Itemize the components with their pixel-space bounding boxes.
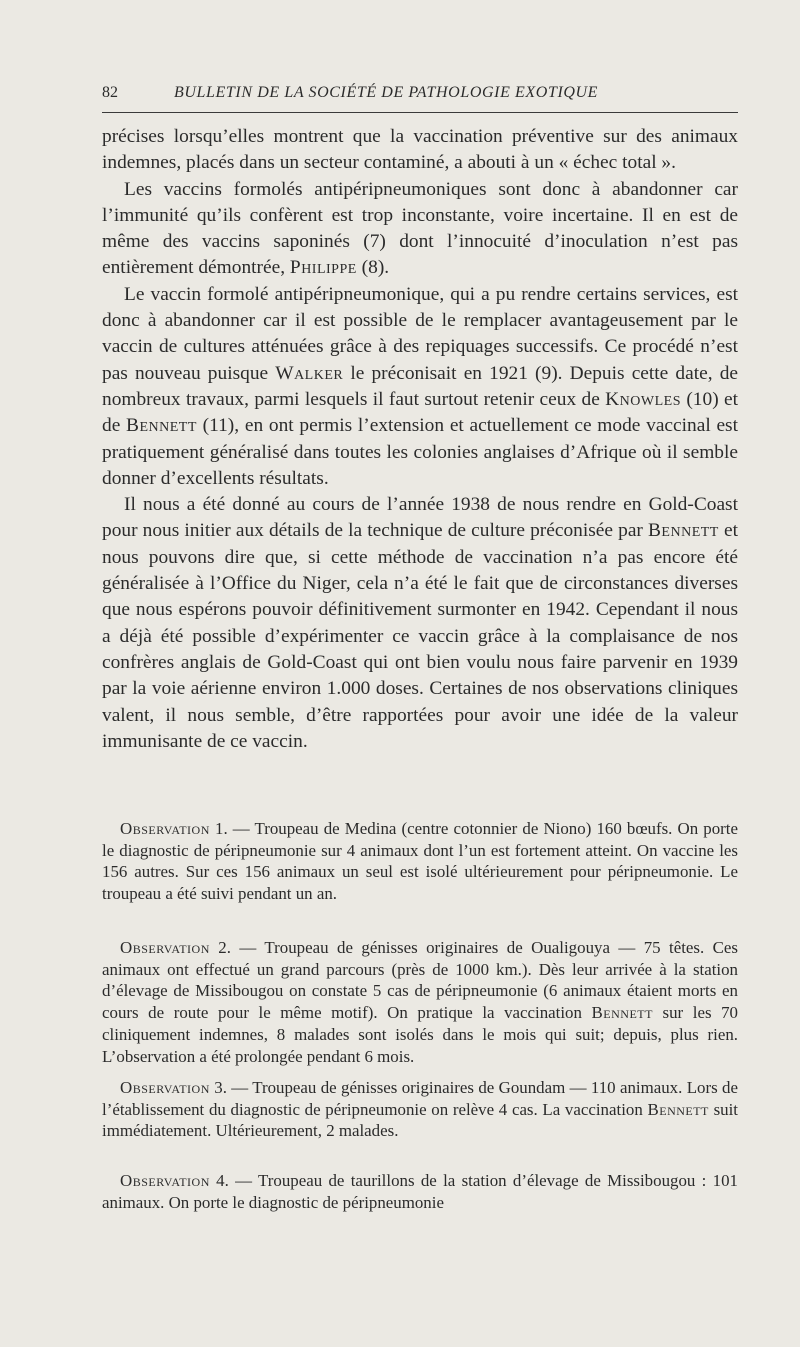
paragraph-text: (10) et de: [102, 388, 738, 437]
page-number: 82: [102, 84, 118, 101]
paragraph-text: et nous pouvons dire que, si cette méthode de vaccination n’a pas encore été généralisée à l’Office du Niger, cela n’a été le fait que de circonstances diverses que nous espérons pouvoir définitivement surmonter en 1942. Cependant il nous a déjà été possible d’expérimenter ce vaccin grâce à la complaisance de nos confrères anglais de Gold-Coast qui ont bien voulu nous faire parvenir en 1939 par la voie aérienne environ 1.000 doses. Certaines de nos observations cliniques valent, il nous semble, d’être rapportées pour avoir une idée de la valeur immunisante de ce vaccin.: [102, 520, 738, 752]
paragraph-text: Le vaccin formolé antipéripneumonique, qui a pu rendre certains services, est donc à abandonner car il est possible de le remplacer avantageusement par le vaccin de cultures atténuées grâce à des repiquages successifs. Ce procédé n’est pas nouveau puisque: [102, 283, 738, 384]
observation-2: [102, 937, 738, 1067]
observation-text: 3. — Troupeau de génisses originaires de Goundam — 110 animaux. Lors de l’établissement du diagnostic de péripneumonie on relève 4 cas. La vaccination: [102, 1078, 738, 1119]
paragraph-attenuated-culture: [102, 282, 738, 492]
paragraph-text: (8).: [356, 257, 390, 279]
header-rule: [102, 112, 738, 113]
author-name: Walker: [275, 362, 344, 384]
observation-paragraph: [102, 818, 738, 905]
observation-label: Observation: [120, 819, 210, 838]
running-title: BULLETIN DE LA SOCIÉTÉ DE PATHOLOGIE EXOTIQUE: [174, 84, 599, 101]
observation-paragraph: [102, 937, 738, 1067]
observation-text: 1. — Troupeau de Medina (centre cotonnier de Niono) 160 bœufs. On porte le diagnostic de péripneumonie sur 4 animaux dont l’un est fortement atteint. On vaccine les 156 autres. Sur ces 156 animaux un seul est isolé ultérieurement pour péripneumonie. Le troupeau a été suivi pendant un an.: [102, 819, 738, 904]
observation-3: [102, 1077, 738, 1142]
author-name: Bennett: [648, 520, 719, 542]
paragraph-text: (11), en ont permis l’extension et actuellement ce mode vaccinal est pratiquement généralisé dans toutes les colonies anglaises d’Afrique où il semble donner d’excellents résultats.: [102, 415, 738, 489]
paragraph-text: précises lorsqu’elles montrent que la vaccination préventive sur des animaux indemnes, placés dans un secteur contaminé, a abouti à un « échec total ».: [102, 126, 738, 174]
observation-paragraph: [102, 1077, 738, 1142]
paragraph-text: Il nous a été donné au cours de l’année 1938 de nous rendre en Gold-Coast pour nous initier aux détails de la technique de culture préconisée par: [102, 494, 738, 542]
paragraph-text: le préconisait en 1921 (9). Depuis cette date, de nombreux travaux, parmi lesquels il faut surtout retenir ceux de: [102, 362, 738, 410]
observation-label: Observation: [120, 1171, 210, 1190]
author-name: Bennett: [647, 1099, 709, 1119]
observation-paragraph: [102, 1170, 738, 1213]
paragraph-continuation: [102, 124, 738, 177]
observation-label: Observation: [120, 1078, 210, 1097]
observation-text: 4. — Troupeau de taurillons de la station d’élevage de Missibougou : 101 animaux. On porte le diagnostic de péripneumonie: [102, 1171, 738, 1212]
author-name: Bennett: [591, 1003, 653, 1023]
observation-1: [102, 818, 738, 905]
observation-text: 2. — Troupeau de génisses originaires de Oualigouya — 75 têtes. Ces animaux ont effectué un grand parcours (près de 1000 km.). Dès leur arrivée à la station d’élevage de Missibougou on constate 5 cas de péripneumonie (6 animaux étaient morts en cours de route pour le même motif). On pratique la vaccination: [102, 938, 738, 1023]
author-name: Bennett: [126, 415, 197, 437]
observation-text: suit immédiatement. Ultérieurement, 2 malades.: [102, 1099, 738, 1141]
observation-4: [102, 1170, 738, 1213]
paragraph-formol-vaccines: [102, 177, 738, 282]
author-name: Knowles: [605, 388, 681, 410]
page-header: [102, 82, 738, 104]
main-text: [102, 124, 738, 755]
observation-label: Observation: [120, 938, 210, 957]
observation-text: sur les 70 cliniquement indemnes, 8 malades sont isolés dans le mois qui suit; depuis, plus rien. L’observation a été prolongée pendant 6 mois.: [102, 1003, 738, 1066]
paragraph-gold-coast: [102, 492, 738, 755]
author-name: Philippe: [289, 257, 357, 279]
paragraph-text: Les vaccins formolés antipéripneumoniques sont donc à abandonner car l’immunité qu’ils confèrent est trop inconstante, voire incertaine. Il en est de même des vaccins saponinés (7) dont l’innocuité d’inoculation n’est pas entièrement démontrée,: [102, 178, 738, 279]
